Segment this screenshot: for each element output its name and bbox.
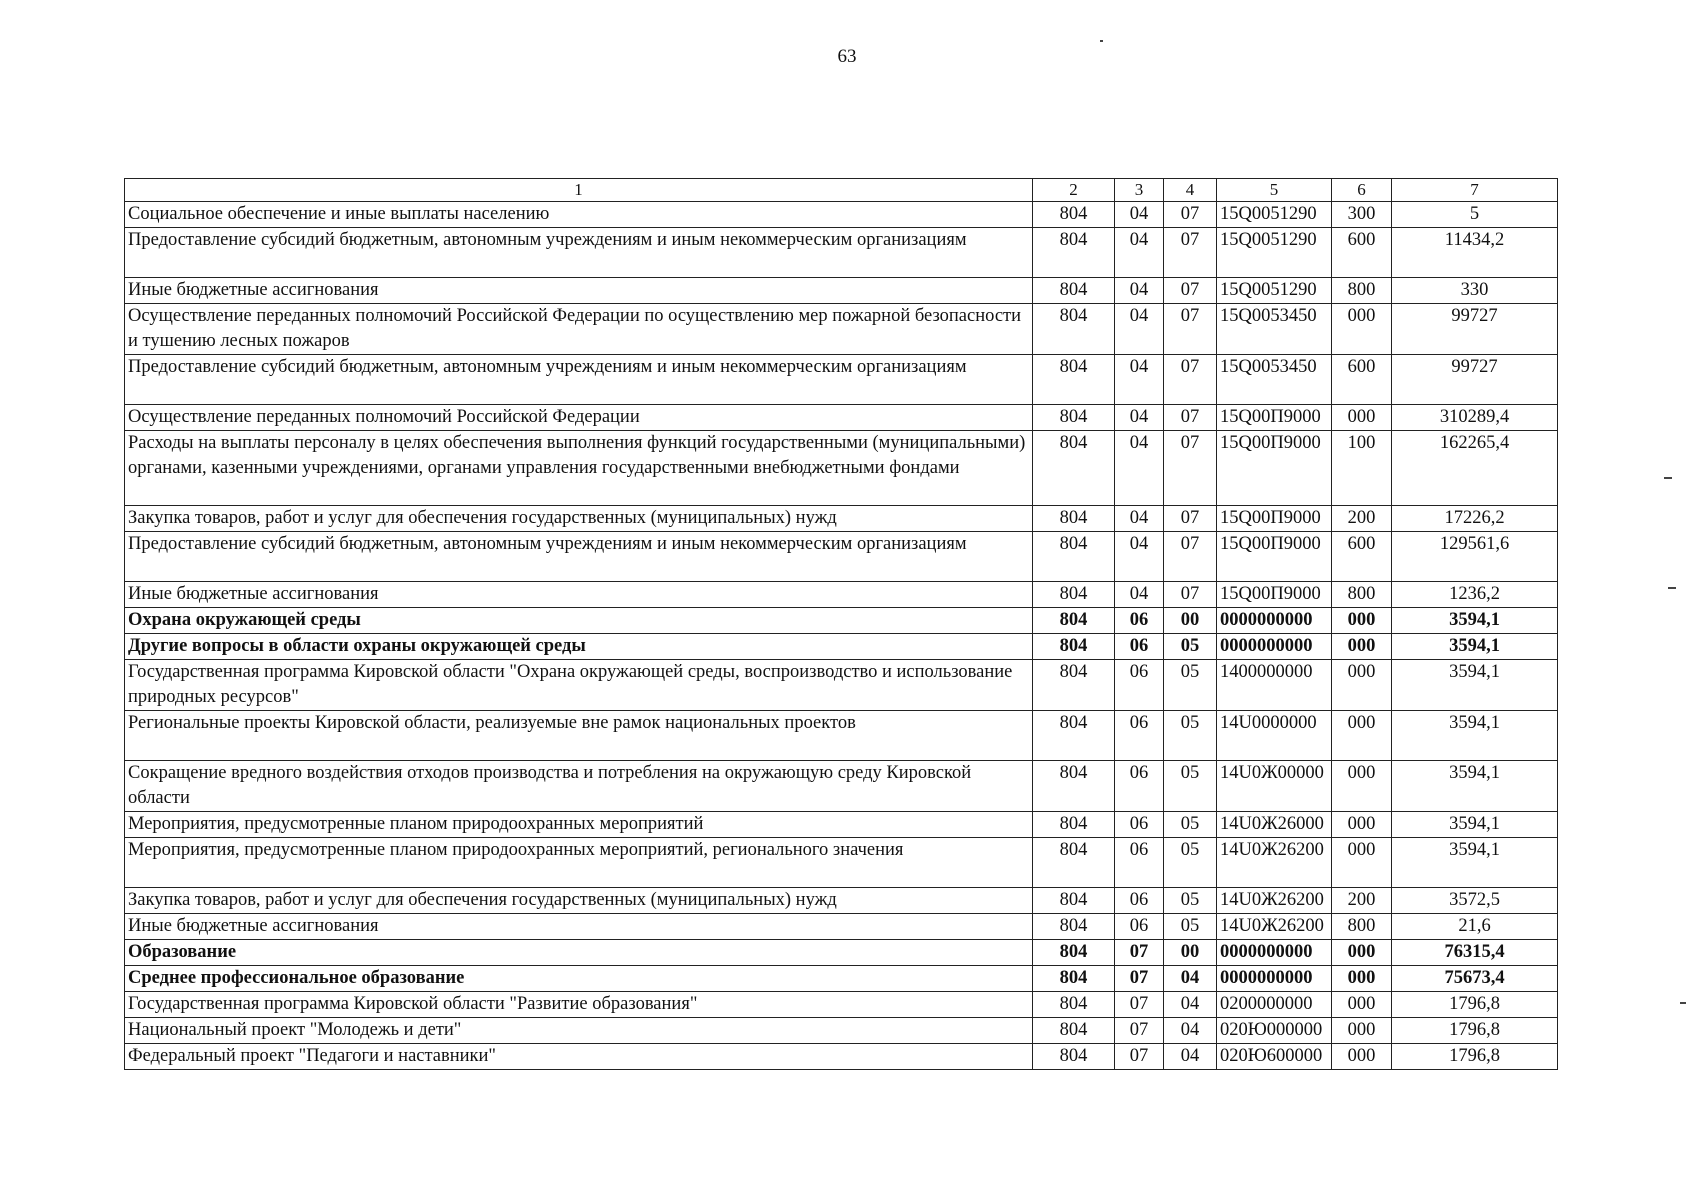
cell-target-article: 15Q0051290 xyxy=(1217,202,1332,228)
cell-expense-type: 000 xyxy=(1332,304,1392,355)
cell-section: 06 xyxy=(1115,838,1164,888)
cell-name: Государственная программа Кировской области "Охрана окружающей среды, воспроизводство и использование природных ресурсов" xyxy=(125,660,1033,711)
table-row xyxy=(125,405,1558,431)
cell-subsection: 05 xyxy=(1164,660,1217,711)
cell-amount: 3594,1 xyxy=(1392,608,1558,634)
table-row xyxy=(125,582,1558,608)
table-row xyxy=(125,228,1558,278)
cell-name: Иные бюджетные ассигнования xyxy=(125,582,1033,608)
cell-target-article: 15Q00П9000 xyxy=(1217,405,1332,431)
table-row xyxy=(125,838,1558,888)
cell-section: 04 xyxy=(1115,405,1164,431)
cell-ministry-code: 804 xyxy=(1033,278,1115,304)
cell-subsection: 05 xyxy=(1164,761,1217,812)
table-row xyxy=(125,992,1558,1018)
cell-subsection: 07 xyxy=(1164,532,1217,582)
cell-name: Осуществление переданных полномочий Российской Федерации по осуществлению мер пожарной безопасности и тушению лесных пожаров xyxy=(125,304,1033,355)
cell-ministry-code: 804 xyxy=(1033,431,1115,506)
column-header-2: 2 xyxy=(1033,179,1115,202)
cell-name: Региональные проекты Кировской области, реализуемые вне рамок национальных проектов xyxy=(125,711,1033,761)
cell-target-article: 15Q0053450 xyxy=(1217,355,1332,405)
cell-subsection: 05 xyxy=(1164,812,1217,838)
cell-section: 07 xyxy=(1115,966,1164,992)
cell-name: Среднее профессиональное образование xyxy=(125,966,1033,992)
cell-expense-type: 000 xyxy=(1332,608,1392,634)
cell-section: 04 xyxy=(1115,431,1164,506)
table-row xyxy=(125,761,1558,812)
cell-ministry-code: 804 xyxy=(1033,940,1115,966)
cell-target-article: 0000000000 xyxy=(1217,634,1332,660)
cell-target-article: 15Q00П9000 xyxy=(1217,506,1332,532)
cell-section: 04 xyxy=(1115,582,1164,608)
cell-name: Охрана окружающей среды xyxy=(125,608,1033,634)
cell-subsection: 07 xyxy=(1164,278,1217,304)
table-row xyxy=(125,278,1558,304)
column-header-6: 6 xyxy=(1332,179,1392,202)
cell-subsection: 07 xyxy=(1164,506,1217,532)
page-number: 63 xyxy=(837,46,857,67)
cell-target-article: 020Ю600000 xyxy=(1217,1044,1332,1070)
cell-expense-type: 600 xyxy=(1332,228,1392,278)
cell-amount: 3594,1 xyxy=(1392,761,1558,812)
cell-target-article: 0000000000 xyxy=(1217,608,1332,634)
table-row xyxy=(125,202,1558,228)
cell-subsection: 07 xyxy=(1164,431,1217,506)
cell-section: 06 xyxy=(1115,634,1164,660)
cell-amount: 75673,4 xyxy=(1392,966,1558,992)
cell-section: 06 xyxy=(1115,608,1164,634)
table-row xyxy=(125,634,1558,660)
cell-ministry-code: 804 xyxy=(1033,405,1115,431)
cell-name: Предоставление субсидий бюджетным, автономным учреждениям и иным некоммерческим организациям xyxy=(125,532,1033,582)
cell-name: Мероприятия, предусмотренные планом природоохранных мероприятий xyxy=(125,812,1033,838)
cell-amount: 162265,4 xyxy=(1392,431,1558,506)
cell-expense-type: 100 xyxy=(1332,431,1392,506)
cell-name: Предоставление субсидий бюджетным, автономным учреждениям и иным некоммерческим организациям xyxy=(125,228,1033,278)
cell-section: 07 xyxy=(1115,1018,1164,1044)
cell-name: Государственная программа Кировской области "Развитие образования" xyxy=(125,992,1033,1018)
cell-ministry-code: 804 xyxy=(1033,608,1115,634)
cell-target-article: 15Q00П9000 xyxy=(1217,582,1332,608)
cell-expense-type: 000 xyxy=(1332,1044,1392,1070)
table-row xyxy=(125,711,1558,761)
cell-expense-type: 000 xyxy=(1332,405,1392,431)
cell-expense-type: 000 xyxy=(1332,838,1392,888)
cell-expense-type: 200 xyxy=(1332,888,1392,914)
cell-subsection: 07 xyxy=(1164,202,1217,228)
scan-speck xyxy=(1668,587,1676,589)
table-row xyxy=(125,1018,1558,1044)
cell-ministry-code: 804 xyxy=(1033,228,1115,278)
cell-subsection: 07 xyxy=(1164,405,1217,431)
cell-ministry-code: 804 xyxy=(1033,660,1115,711)
scan-speck xyxy=(1680,1002,1686,1004)
cell-target-article: 14U0Ж00000 xyxy=(1217,761,1332,812)
cell-expense-type: 000 xyxy=(1332,1018,1392,1044)
cell-name: Иные бюджетные ассигнования xyxy=(125,914,1033,940)
cell-ministry-code: 804 xyxy=(1033,355,1115,405)
table-row xyxy=(125,888,1558,914)
cell-section: 06 xyxy=(1115,660,1164,711)
cell-name: Осуществление переданных полномочий Российской Федерации xyxy=(125,405,1033,431)
cell-ministry-code: 804 xyxy=(1033,1044,1115,1070)
cell-expense-type: 300 xyxy=(1332,202,1392,228)
cell-expense-type: 000 xyxy=(1332,660,1392,711)
cell-name: Мероприятия, предусмотренные планом природоохранных мероприятий, регионального значения xyxy=(125,838,1033,888)
cell-ministry-code: 804 xyxy=(1033,838,1115,888)
table-row xyxy=(125,914,1558,940)
cell-subsection: 04 xyxy=(1164,1018,1217,1044)
cell-ministry-code: 804 xyxy=(1033,888,1115,914)
cell-amount: 129561,6 xyxy=(1392,532,1558,582)
column-header-3: 3 xyxy=(1115,179,1164,202)
cell-ministry-code: 804 xyxy=(1033,711,1115,761)
table-row xyxy=(125,506,1558,532)
table-row xyxy=(125,940,1558,966)
cell-ministry-code: 804 xyxy=(1033,634,1115,660)
cell-subsection: 07 xyxy=(1164,355,1217,405)
cell-target-article: 14U0Ж26200 xyxy=(1217,914,1332,940)
cell-section: 04 xyxy=(1115,355,1164,405)
cell-ministry-code: 804 xyxy=(1033,992,1115,1018)
cell-amount: 1796,8 xyxy=(1392,1018,1558,1044)
table-row xyxy=(125,304,1558,355)
cell-subsection: 07 xyxy=(1164,228,1217,278)
cell-name: Социальное обеспечение и иные выплаты населению xyxy=(125,202,1033,228)
cell-amount: 1796,8 xyxy=(1392,1044,1558,1070)
scan-speck xyxy=(1664,477,1672,479)
cell-expense-type: 000 xyxy=(1332,966,1392,992)
cell-name: Закупка товаров, работ и услуг для обеспечения государственных (муниципальных) нужд xyxy=(125,888,1033,914)
cell-subsection: 00 xyxy=(1164,940,1217,966)
cell-amount: 99727 xyxy=(1392,355,1558,405)
cell-name: Национальный проект "Молодежь и дети" xyxy=(125,1018,1033,1044)
cell-section: 07 xyxy=(1115,1044,1164,1070)
cell-ministry-code: 804 xyxy=(1033,506,1115,532)
cell-amount: 3594,1 xyxy=(1392,838,1558,888)
cell-name: Сокращение вредного воздействия отходов производства и потребления на окружающую среду Кировской области xyxy=(125,761,1033,812)
cell-target-article: 0000000000 xyxy=(1217,966,1332,992)
cell-subsection: 05 xyxy=(1164,838,1217,888)
cell-name: Образование xyxy=(125,940,1033,966)
cell-name: Расходы на выплаты персоналу в целях обеспечения выполнения функций государственными (муниципальными) органами, казенными учреждениями, органами управления государственными внебюджетными фондами xyxy=(125,431,1033,506)
cell-ministry-code: 804 xyxy=(1033,202,1115,228)
cell-name: Другие вопросы в области охраны окружающей среды xyxy=(125,634,1033,660)
cell-ministry-code: 804 xyxy=(1033,914,1115,940)
cell-expense-type: 600 xyxy=(1332,355,1392,405)
cell-ministry-code: 804 xyxy=(1033,966,1115,992)
cell-target-article: 14U0000000 xyxy=(1217,711,1332,761)
cell-amount: 3594,1 xyxy=(1392,711,1558,761)
cell-ministry-code: 804 xyxy=(1033,761,1115,812)
cell-name: Закупка товаров, работ и услуг для обеспечения государственных (муниципальных) нужд xyxy=(125,506,1033,532)
cell-subsection: 07 xyxy=(1164,582,1217,608)
cell-target-article: 14U0Ж26200 xyxy=(1217,838,1332,888)
cell-amount: 5 xyxy=(1392,202,1558,228)
column-header-7: 7 xyxy=(1392,179,1558,202)
cell-target-article: 15Q00П9000 xyxy=(1217,431,1332,506)
cell-amount: 3594,1 xyxy=(1392,634,1558,660)
cell-amount: 3594,1 xyxy=(1392,660,1558,711)
cell-section: 06 xyxy=(1115,761,1164,812)
cell-name: Федеральный проект "Педагоги и наставники" xyxy=(125,1044,1033,1070)
cell-subsection: 04 xyxy=(1164,1044,1217,1070)
cell-section: 04 xyxy=(1115,228,1164,278)
cell-ministry-code: 804 xyxy=(1033,582,1115,608)
cell-expense-type: 000 xyxy=(1332,812,1392,838)
cell-target-article: 0000000000 xyxy=(1217,940,1332,966)
cell-section: 06 xyxy=(1115,888,1164,914)
cell-amount: 1796,8 xyxy=(1392,992,1558,1018)
cell-target-article: 15Q0053450 xyxy=(1217,304,1332,355)
cell-target-article: 15Q0051290 xyxy=(1217,278,1332,304)
column-header-1: 1 xyxy=(125,179,1033,202)
cell-subsection: 07 xyxy=(1164,304,1217,355)
cell-section: 07 xyxy=(1115,992,1164,1018)
cell-target-article: 15Q0051290 xyxy=(1217,228,1332,278)
cell-target-article: 15Q00П9000 xyxy=(1217,532,1332,582)
cell-expense-type: 800 xyxy=(1332,914,1392,940)
cell-amount: 1236,2 xyxy=(1392,582,1558,608)
cell-subsection: 05 xyxy=(1164,888,1217,914)
table-row xyxy=(125,966,1558,992)
table-row xyxy=(125,608,1558,634)
cell-section: 04 xyxy=(1115,506,1164,532)
cell-expense-type: 600 xyxy=(1332,532,1392,582)
cell-amount: 3572,5 xyxy=(1392,888,1558,914)
cell-ministry-code: 804 xyxy=(1033,532,1115,582)
cell-section: 06 xyxy=(1115,812,1164,838)
cell-target-article: 14U0Ж26000 xyxy=(1217,812,1332,838)
table-row xyxy=(125,431,1558,506)
cell-subsection: 05 xyxy=(1164,711,1217,761)
cell-ministry-code: 804 xyxy=(1033,812,1115,838)
cell-subsection: 05 xyxy=(1164,634,1217,660)
cell-name: Иные бюджетные ассигнования xyxy=(125,278,1033,304)
scan-speck xyxy=(1100,40,1103,42)
table-row xyxy=(125,532,1558,582)
cell-expense-type: 000 xyxy=(1332,761,1392,812)
budget-table xyxy=(124,178,1558,1070)
cell-amount: 21,6 xyxy=(1392,914,1558,940)
cell-target-article: 0200000000 xyxy=(1217,992,1332,1018)
cell-section: 06 xyxy=(1115,711,1164,761)
cell-expense-type: 200 xyxy=(1332,506,1392,532)
cell-section: 04 xyxy=(1115,304,1164,355)
cell-ministry-code: 804 xyxy=(1033,1018,1115,1044)
cell-expense-type: 800 xyxy=(1332,582,1392,608)
cell-expense-type: 000 xyxy=(1332,634,1392,660)
cell-subsection: 00 xyxy=(1164,608,1217,634)
cell-section: 06 xyxy=(1115,914,1164,940)
cell-amount: 3594,1 xyxy=(1392,812,1558,838)
cell-name: Предоставление субсидий бюджетным, автономным учреждениям и иным некоммерческим организациям xyxy=(125,355,1033,405)
cell-target-article: 020Ю000000 xyxy=(1217,1018,1332,1044)
table-row xyxy=(125,812,1558,838)
table-row xyxy=(125,355,1558,405)
column-header-4: 4 xyxy=(1164,179,1217,202)
table-header-row xyxy=(125,179,1558,202)
cell-section: 04 xyxy=(1115,202,1164,228)
cell-subsection: 05 xyxy=(1164,914,1217,940)
cell-expense-type: 000 xyxy=(1332,940,1392,966)
cell-target-article: 1400000000 xyxy=(1217,660,1332,711)
cell-section: 07 xyxy=(1115,940,1164,966)
column-header-5: 5 xyxy=(1217,179,1332,202)
cell-expense-type: 800 xyxy=(1332,278,1392,304)
cell-target-article: 14U0Ж26200 xyxy=(1217,888,1332,914)
cell-amount: 17226,2 xyxy=(1392,506,1558,532)
cell-amount: 330 xyxy=(1392,278,1558,304)
table-row xyxy=(125,660,1558,711)
cell-subsection: 04 xyxy=(1164,966,1217,992)
cell-ministry-code: 804 xyxy=(1033,304,1115,355)
cell-section: 04 xyxy=(1115,278,1164,304)
cell-amount: 310289,4 xyxy=(1392,405,1558,431)
cell-subsection: 04 xyxy=(1164,992,1217,1018)
cell-amount: 76315,4 xyxy=(1392,940,1558,966)
cell-amount: 99727 xyxy=(1392,304,1558,355)
cell-expense-type: 000 xyxy=(1332,992,1392,1018)
cell-amount: 11434,2 xyxy=(1392,228,1558,278)
table-row xyxy=(125,1044,1558,1070)
cell-section: 04 xyxy=(1115,532,1164,582)
cell-expense-type: 000 xyxy=(1332,711,1392,761)
